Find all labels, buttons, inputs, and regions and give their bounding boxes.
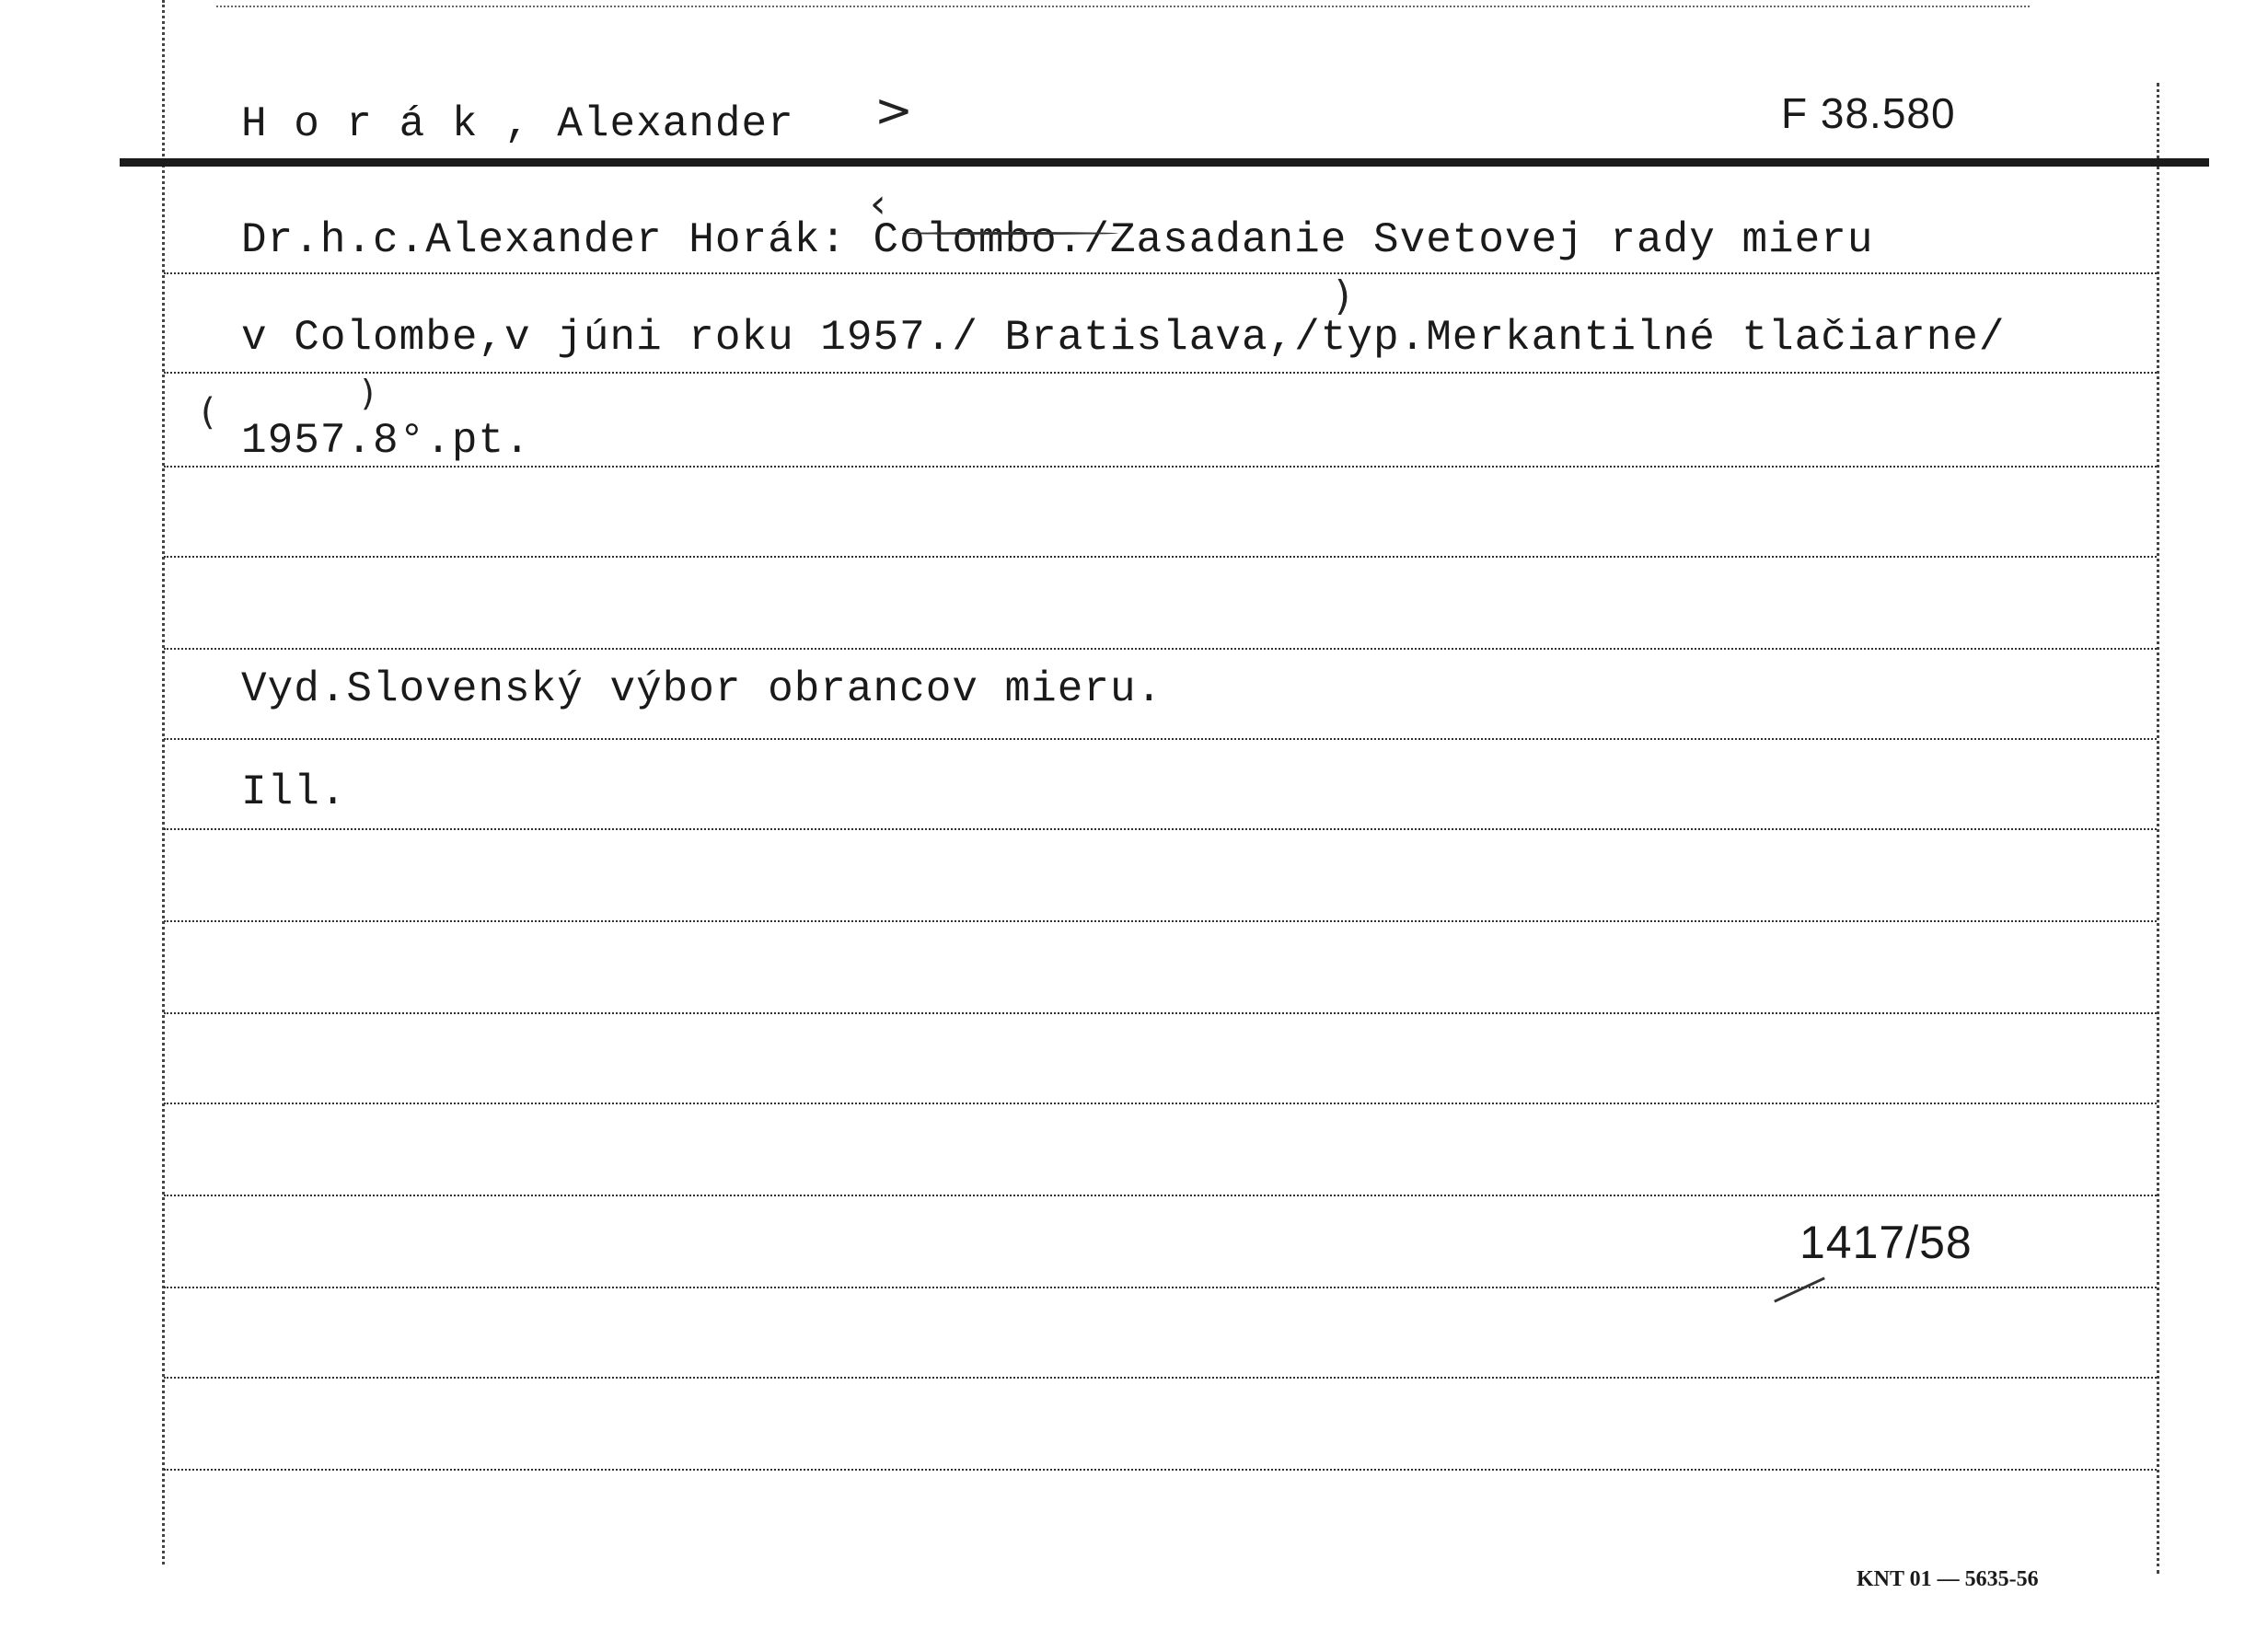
publisher-note: Vyd.Slovenský výbor obrancov mieru. xyxy=(241,665,1163,713)
ruled-line xyxy=(164,466,2157,468)
form-code: KNT 01 — 5635-56 xyxy=(1857,1567,2039,1591)
pencil-bracket-mark: ) xyxy=(361,373,375,413)
pencil-bracket-mark: ( xyxy=(201,391,215,433)
ruled-line xyxy=(164,372,2157,374)
pencil-bracket-mark: > xyxy=(874,84,913,137)
heading-rule xyxy=(120,158,2209,167)
right-margin-line xyxy=(2157,83,2159,1574)
pencil-bracket-mark: ) xyxy=(1335,272,1351,319)
pencil-bracket-mark: ‹ xyxy=(870,180,886,227)
ruled-line xyxy=(164,648,2157,650)
top-edge-rule xyxy=(216,6,2030,7)
title-line-3: 1957.8°.pt. xyxy=(241,417,531,465)
pencil-check-mark xyxy=(1774,1276,1825,1302)
left-margin-line xyxy=(162,0,165,1564)
ruled-line xyxy=(164,738,2157,740)
ruled-line xyxy=(164,920,2157,922)
ruled-line xyxy=(164,1103,2157,1104)
ruled-line xyxy=(164,1469,2157,1471)
ruled-line xyxy=(164,556,2157,558)
ruled-line xyxy=(164,1287,2157,1288)
ruled-line xyxy=(164,1377,2157,1379)
ruled-line xyxy=(164,1195,2157,1196)
author-heading: H o r á k , Alexander xyxy=(241,100,794,148)
illustration-note: Ill. xyxy=(241,768,347,816)
pencil-underline xyxy=(902,232,1118,235)
ruled-line xyxy=(164,1012,2157,1014)
title-line-2: v Colombe,v júni roku 1957./ Bratislava,/typ.Merkantilné tlačiarne/ xyxy=(241,314,2006,362)
title-line-1: Dr.h.c.Alexander Horák: Colombo./Zasadanie Svetovej rady mieru xyxy=(241,216,1874,264)
shelf-mark: F 38.580 xyxy=(1781,89,1956,137)
accession-number: 1417/58 xyxy=(1799,1217,1973,1268)
ruled-line xyxy=(164,272,2157,274)
ruled-line xyxy=(164,828,2157,830)
